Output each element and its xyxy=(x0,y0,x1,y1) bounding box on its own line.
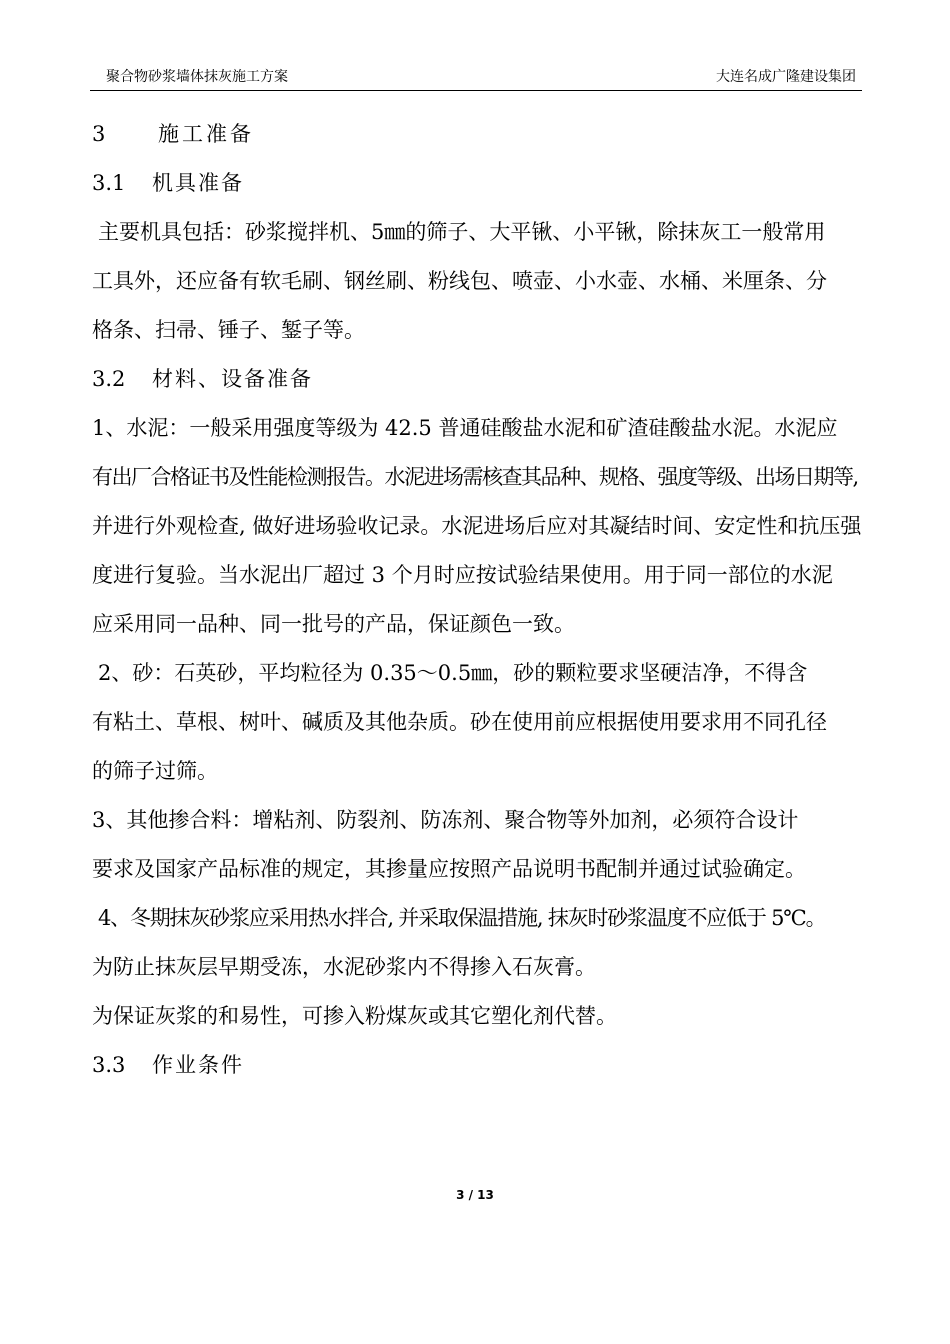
section-number: 3.1 xyxy=(92,171,126,195)
section-title: 材料、设备准备 xyxy=(152,367,313,391)
subsection-heading xyxy=(92,1041,874,1090)
subsection-heading xyxy=(92,159,874,208)
paragraph-line: 有粘土、草根、树叶、碱质及其他杂质。砂在使用前应根据使用要求用不同孔径 xyxy=(92,710,827,734)
paragraph-line: 的筛子过筛。 xyxy=(92,759,218,783)
section-number: 3.3 xyxy=(92,1053,126,1077)
section-title: 施工准备 xyxy=(158,122,254,146)
header-document-title: 聚合物砂浆墙体抹灰施工方案 xyxy=(106,70,288,85)
subsection-heading xyxy=(92,355,874,404)
section-number: 3 xyxy=(92,122,106,146)
paragraph-line: 应采用同一品种、同一批号的产品，保证颜色一致。 xyxy=(92,612,575,636)
paragraph-line: 度进行复验。当水泥出厂超过 3 个月时应按试验结果使用。用于同一部位的水泥 xyxy=(92,563,833,587)
paragraph-line: 格条、扫帚、锤子、錾子等。 xyxy=(92,318,365,342)
paragraph-line: 3、其他掺合料：增粘剂、防裂剂、防冻剂、聚合物等外加剂，必须符合设计 xyxy=(92,808,799,832)
paragraph-line: 1、水泥：一般采用强度等级为 42.5 普通硅酸盐水泥和矿渣硅酸盐水泥。水泥应 xyxy=(92,416,838,440)
paragraph-line: 为防止抹灰层早期受冻，水泥砂浆内不得掺入石灰膏。 xyxy=(92,955,596,979)
section-title: 作业条件 xyxy=(152,1053,244,1077)
document-body xyxy=(92,110,874,1090)
paragraph-line: 有出厂合格证书及性能检测报告。水泥进场需核查其品种、规格、强度等级、出场日期等, xyxy=(92,465,858,489)
paragraph-line: 主要机具包括：砂浆搅拌机、5㎜的筛子、大平锹、小平锹，除抹灰工一般常用 xyxy=(98,220,826,244)
paragraph-line: 2、砂：石英砂，平均粒径为 0.35～0.5㎜，砂的颗粒要求坚硬洁净，不得含 xyxy=(98,661,808,685)
paragraph-line: 工具外，还应备有软毛刷、钢丝刷、粉线包、喷壶、小水壶、水桶、米厘条、分 xyxy=(92,269,827,293)
page-number: 3 / 13 xyxy=(456,1188,494,1202)
paragraph-line: 为保证灰浆的和易性，可掺入粉煤灰或其它塑化剂代替。 xyxy=(92,1004,617,1028)
section-heading xyxy=(92,110,874,159)
paragraph-line: 4、冬期抹灰砂浆应采用热水拌合, 并采取保温措施, 抹灰时砂浆温度不应低于 5℃。 xyxy=(98,906,826,930)
paragraph-line: 要求及国家产品标准的规定，其掺量应按照产品说明书配制并通过试验确定。 xyxy=(92,857,806,881)
page-header xyxy=(90,68,862,91)
section-number: 3.2 xyxy=(92,367,126,391)
header-company-name: 大连名成广隆建设集团 xyxy=(716,70,856,85)
paragraph-line: 并进行外观检查, 做好进场验收记录。水泥进场后应对其凝结时间、安定性和抗压强 xyxy=(92,514,862,538)
section-title: 机具准备 xyxy=(152,171,244,195)
